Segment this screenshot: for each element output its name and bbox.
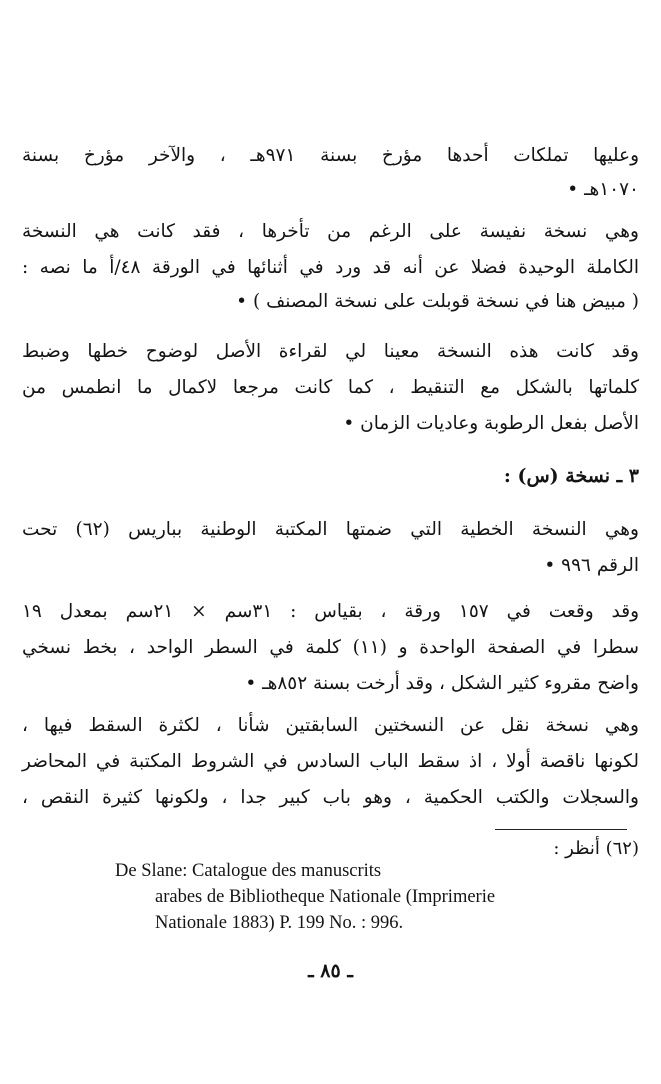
section-heading: ٣ ـ نسخة (س) :	[503, 465, 639, 487]
body-line: الرقم ٩٩٦ •	[544, 555, 639, 576]
body-line: وهي نسخة نقل عن النسختين السابقتين شأنا ، لكثرة السقط فيها ،	[22, 715, 639, 736]
body-line: وقد وقعت في ١٥٧ ورقة ، بقياس : ٣١سم × ٢١سم بمعدل ١٩	[22, 601, 640, 622]
body-line: ( مبيض هنا في نسخة قوبلت على نسخة المصنف ) •	[236, 291, 639, 312]
body-line: وهي النسخة الخطية التي ضمتها المكتبة الوطنية بباريس (٦٢) تحت	[22, 519, 639, 540]
footnote-citation-line: arabes de Bibliotheque Nationale (Imprimerie	[155, 887, 496, 907]
body-line: وهي نسخة نفيسة على الرغم من تأخرها ، فقد كانت هي النسخة	[22, 221, 639, 242]
body-line: كلماتها بالشكل مع التنقيط ، كما كانت مرجعا لاكمال ما انطمس من	[22, 377, 639, 398]
body-line: وقد كانت هذه النسخة معينا لي لقراءة الأصل لوضوح خطها وضبط	[22, 341, 639, 362]
body-line: الأصل بفعل الرطوبة وعاديات الزمان •	[343, 413, 639, 434]
body-line: وعليها تملكات أحدها مؤرخ بسنة ٩٧١هـ ، والآخر مؤرخ بسنة	[22, 145, 639, 166]
body-line: ١٠٧٠هـ •	[567, 179, 639, 200]
footnote-divider	[495, 829, 627, 830]
footnote-label: (٦٢) أنظر :	[553, 838, 639, 859]
body-line: واضح مقروء كثير الشكل ، وقد أرخت بسنة ٨٥٢هـ •	[245, 673, 639, 694]
body-line: الكاملة الوحيدة فضلا عن أنه قد ورد في أثنائها في الورقة ٤٨/أ ما نصه :	[22, 257, 639, 278]
footnote-citation-line: Nationale 1883) P. 199 No. : 996.	[155, 913, 404, 933]
page-number: ـ ٨٥ ـ	[308, 960, 353, 982]
body-line: لكونها ناقصة أولا ، اذ سقط الباب السادس في الشروط المكتبة في المحاضر	[22, 751, 639, 772]
body-line: سطرا في الصفحة الواحدة و (١١) كلمة في السطر الواحد ، بخط نسخي	[22, 637, 639, 658]
body-line: والسجلات والكتب الحكمية ، وهو باب كبير جدا ، ولكونها كثيرة النقص ،	[22, 787, 639, 808]
footnote-citation-line: De Slane: Catalogue des manuscrits	[115, 861, 382, 881]
